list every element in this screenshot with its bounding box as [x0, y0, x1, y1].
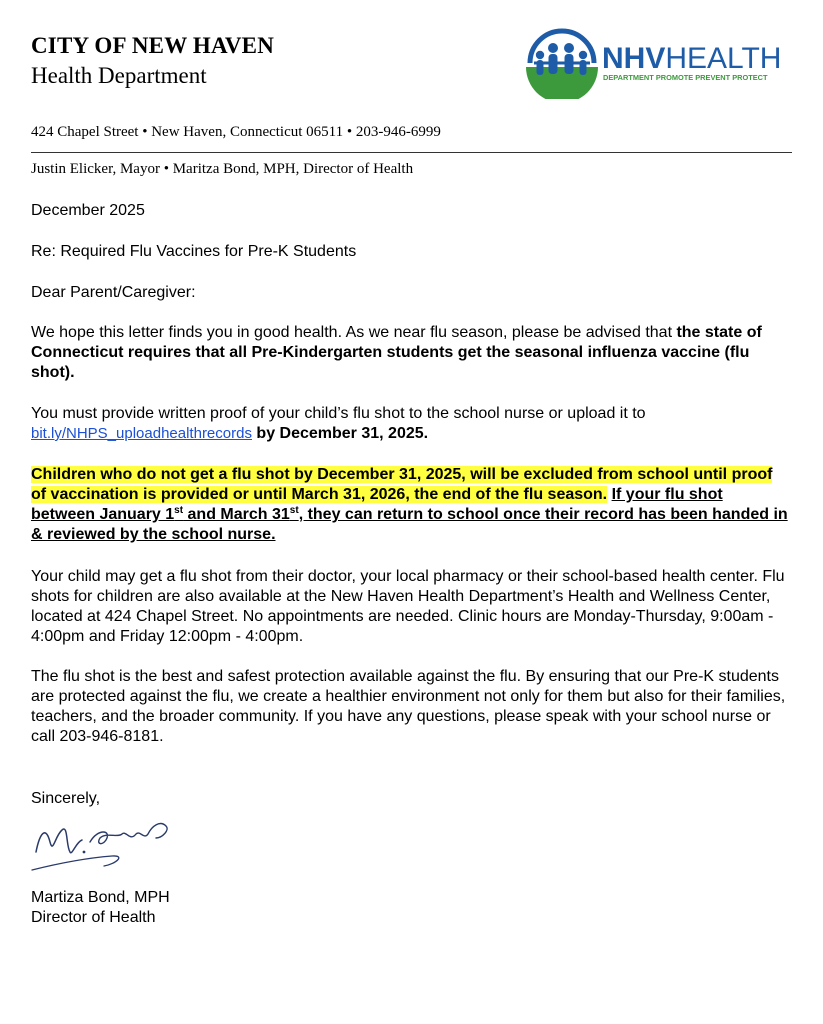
signer-block: [31, 888, 170, 928]
p2-text: You must provide written proof of your child’s flu shot to the school nurse or upload it to: [31, 405, 646, 422]
logo-name-bold: NHV: [602, 42, 666, 75]
p1-bold-text: the state of Connecticut requires that all Pre-Kindergarten students get the seasonal influenza vaccine (flu shot).: [31, 324, 762, 381]
return-notice-part1: If your flu shot between January 1: [31, 486, 723, 523]
logo-emblem: [526, 31, 598, 99]
letter-salutation: Dear Parent/Caregiver:: [31, 284, 196, 301]
paragraph-where-to-get-shot: Your child may get a flu shot from their doctor, your local pharmacy or their school-based health center. Flu shots for children are also available at the New Haven Health Department’s Health and Wellness Center, located at 424 Chapel Street. No appointments are needed. Clinic hours are Monday-Thursday, 9:00am - 4:00pm and Friday 12:00pm - 4:00pm.: [31, 568, 785, 645]
city-title: CITY OF NEW HAVEN: [31, 33, 275, 58]
signature: [26, 812, 186, 882]
paragraph-requirement: [31, 323, 791, 383]
department-title: Health Department: [31, 63, 207, 88]
address-line: 424 Chapel Street • New Haven, Connecticut 06511 • 203-946-6999: [31, 124, 441, 140]
p1-text: We hope this letter finds you in good health. As we near flu season, please be advised that: [31, 324, 677, 341]
exclusion-highlight: Children who do not get a flu shot by December 31, 2025, will be excluded from school until proof of vaccination is provided or until March 31, 2026, the end of the flu season.: [31, 466, 773, 503]
return-notice-sup1: st: [174, 505, 184, 516]
paragraph-benefits: The flu shot is the best and safest protection available against the flu. By ensuring that our Pre-K students are protected against the flu, we create a healthier environment not only for them but also for their families, teachers, and the broader community. If you have any questions, please speak with your school nurse or call 203-946-8181.: [31, 668, 786, 745]
logo-tagline: DEPARTMENT PROMOTE PREVENT PROTECT: [603, 73, 768, 82]
letter-date: December 2025: [31, 202, 145, 219]
letter-subject: Re: Required Flu Vaccines for Pre-K Students: [31, 243, 357, 260]
officials-line: Justin Elicker, Mayor • Maritza Bond, MPH, Director of Health: [31, 161, 414, 177]
paragraph-exclusion: [31, 465, 791, 545]
return-notice-part3: , they can return to school once their record has been handed in & reviewed by the school nurse.: [31, 506, 788, 543]
return-notice-part2: and March 31: [183, 506, 290, 523]
svg-text:NHVHEALTH: [602, 42, 781, 75]
upload-records-link[interactable]: bit.ly/NHPS_uploadhealthrecords: [31, 425, 252, 442]
signer-name: Martiza Bond, MPH: [31, 889, 170, 906]
return-notice-sup2: st: [289, 505, 299, 516]
header-divider: [31, 152, 792, 153]
signer-title: Director of Health: [31, 909, 156, 926]
p2-deadline: by December 31, 2025.: [251, 425, 429, 442]
paragraph-proof: [31, 404, 791, 444]
logo-name-regular: HEALTH: [665, 42, 782, 75]
nhv-health-logo: [524, 27, 794, 99]
closing: Sincerely,: [31, 790, 101, 807]
